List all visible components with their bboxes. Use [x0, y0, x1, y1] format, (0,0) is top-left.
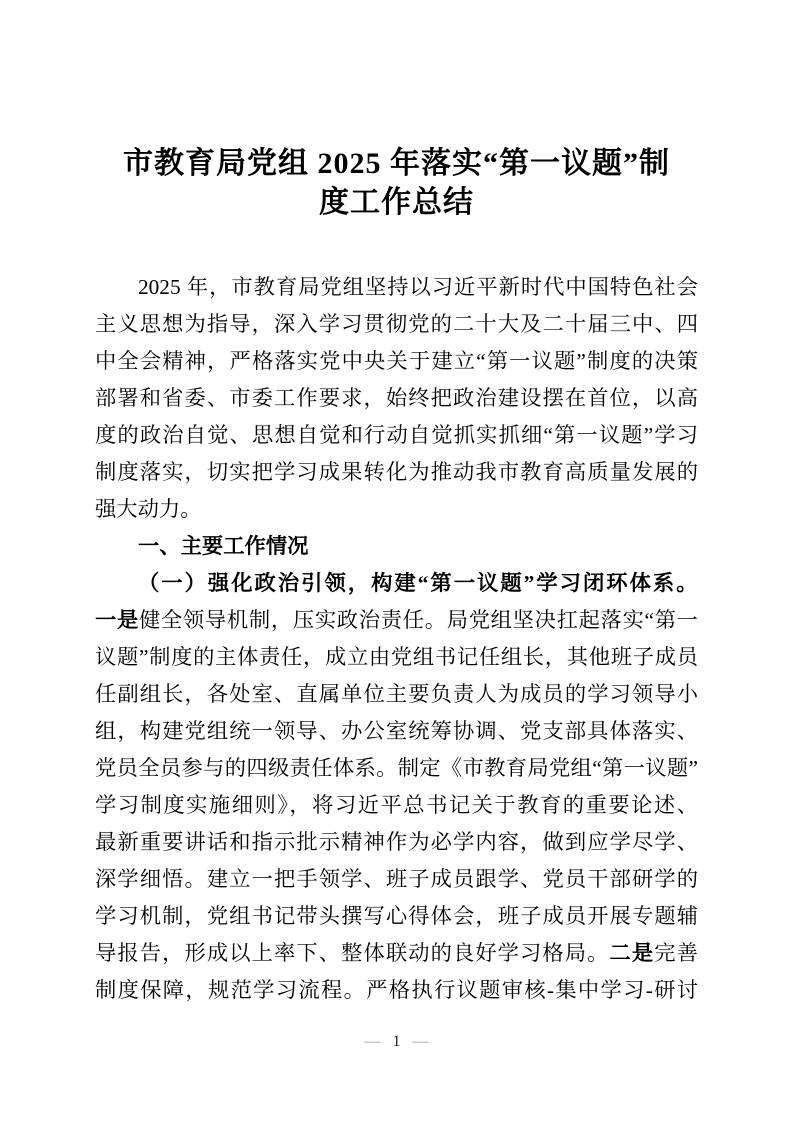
- body-text: 导报告，形成以上率下、整体联动的良好学习格局。: [95, 941, 610, 965]
- document-title: [95, 144, 698, 222]
- body-line: [95, 861, 698, 898]
- body-text-bold: 二是: [609, 941, 655, 965]
- footer-dash-left: —: [364, 1033, 381, 1050]
- body-text: 度的政治自觉、思想自觉和行动自觉抓实抓细“第一议题”学习: [95, 423, 698, 447]
- title-line-1: 市教育局党组 2025 年落实“第一议题”制: [123, 147, 670, 180]
- body-line: [95, 639, 698, 676]
- body-text: 完善: [654, 941, 698, 965]
- body-text: 强大动力。: [95, 497, 202, 521]
- footer-dash-right: —: [412, 1033, 429, 1050]
- body-line: [95, 343, 698, 380]
- body-line: [95, 750, 698, 787]
- body-line: [95, 454, 698, 491]
- body-text-bold: （一）强化政治引领，构建“第一议题”学习闭环体系。: [138, 571, 698, 595]
- body-text: 主义思想为指导，深入学习贯彻党的二十大及二十届三中、四: [95, 312, 698, 336]
- body-line: [95, 676, 698, 713]
- body-text: 2025 年，市教育局党组坚持以习近平新时代中国特色社会: [138, 275, 698, 299]
- body-text: 健全领导机制，压实政治责任。局党组坚决扛起落实“第一: [138, 608, 698, 632]
- body-line: [95, 491, 698, 528]
- body-text: 组，构建党组统一领导、办公室统筹协调、党支部具体落实、: [95, 719, 698, 743]
- body-text: 制度保障，规范学习流程。严格执行议题审核-集中学习-研讨: [95, 978, 698, 1002]
- body-line: [95, 417, 698, 454]
- body-text-bold: 一是: [95, 608, 139, 632]
- document-body: [95, 269, 698, 1009]
- body-text: 中全会精神，严格落实党中央关于建立“第一议题”制度的决策: [95, 349, 698, 373]
- body-text: 制度落实，切实把学习成果转化为推动我市教育高质量发展的: [95, 460, 698, 484]
- body-text-bold: 一、主要工作情况: [138, 534, 309, 558]
- body-line: [95, 565, 698, 602]
- body-line: [95, 269, 698, 306]
- page-footer: [95, 1031, 698, 1053]
- page-number: 1: [392, 1033, 401, 1050]
- body-line: [95, 824, 698, 861]
- body-text: 部署和省委、市委工作要求，始终把政治建设摆在首位，以高: [95, 386, 698, 410]
- body-text: 学习制度实施细则》，将习近平总书记关于教育的重要论述、: [95, 793, 698, 817]
- body-text: 任副组长，各处室、直属单位主要负责人为成员的学习领导小: [95, 682, 698, 706]
- body-text: 最新重要讲话和指示批示精神作为必学内容，做到应学尽学、: [95, 830, 698, 854]
- body-text: 学习机制，党组书记带头撰写心得体会，班子成员开展专题辅: [95, 904, 698, 928]
- body-text: 议题”制度的主体责任，成立由党组书记任组长，其他班子成员: [95, 645, 698, 669]
- body-line: [95, 380, 698, 417]
- body-line: [95, 898, 698, 935]
- title-line-2: 度工作总结: [319, 186, 474, 219]
- body-line: [95, 972, 698, 1009]
- body-line: [95, 787, 698, 824]
- body-text: 深学细悟。建立一把手领学、班子成员跟学、党员干部研学的: [95, 867, 698, 891]
- body-line: [95, 935, 698, 972]
- body-line: [95, 602, 698, 639]
- body-line: [95, 528, 698, 565]
- body-line: [95, 713, 698, 750]
- body-line: [95, 306, 698, 343]
- body-text: 党员全员参与的四级责任体系。制定《市教育局党组“第一议题”: [95, 756, 698, 780]
